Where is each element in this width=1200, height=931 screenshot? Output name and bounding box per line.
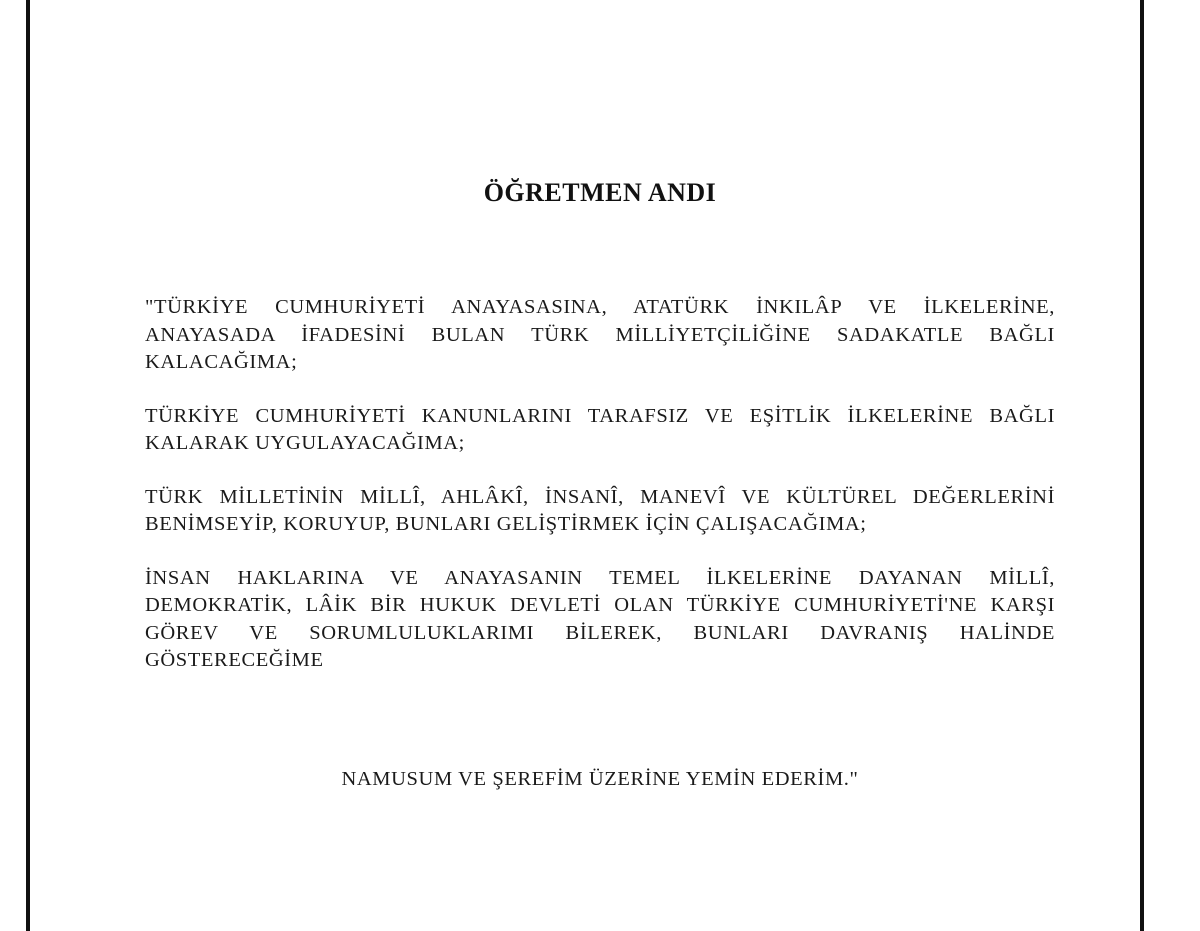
oath-paragraph-3: TÜRK MİLLETİNİN MİLLÎ, AHLÂKÎ, İNSANÎ, MANEVÎ VE KÜLTÜREL DEĞERLERİNİ BENİMSEYİP, KORUYUP, BUNLARI GELİŞTİRMEK İÇİN ÇALIŞACAĞIMA; xyxy=(145,485,1055,535)
oath-closing-line: NAMUSUM VE ŞEREFİM ÜZERİNE YEMİN EDERİM." xyxy=(341,768,859,790)
oath-body xyxy=(145,294,1055,701)
oath-paragraph-2: TÜRKİYE CUMHURİYETİ KANUNLARINI TARAFSIZ VE EŞİTLİK İLKELERİNE BAĞLI KALARAK UYGULAYACAĞIMA; xyxy=(145,404,1055,454)
document-title: ÖĞRETMEN ANDI xyxy=(483,178,717,207)
right-border-line xyxy=(1140,0,1144,931)
oath-paragraph-4: İNSAN HAKLARINA VE ANAYASANIN TEMEL İLKELERİNE DAYANAN MİLLÎ, DEMOKRATİK, LÂİK BİR HUKUK DEVLETİ OLAN TÜRKİYE CUMHURİYETİ'NE KARŞI GÖREV VE SORUMLULUKLARIMI BİLEREK, BUNLARI DAVRANIŞ HALİNDE GÖSTERECEĞİME xyxy=(145,566,1055,671)
oath-paragraph-1: "TÜRKİYE CUMHURİYETİ ANAYASASINA, ATATÜRK İNKILÂP VE İLKELERİNE, ANAYASADA İFADESİNİ BULAN TÜRK MİLLİYETÇİLİĞİNE SADAKATLE BAĞLI KALACAĞIMA; xyxy=(145,296,1055,373)
left-border-line xyxy=(26,0,30,931)
